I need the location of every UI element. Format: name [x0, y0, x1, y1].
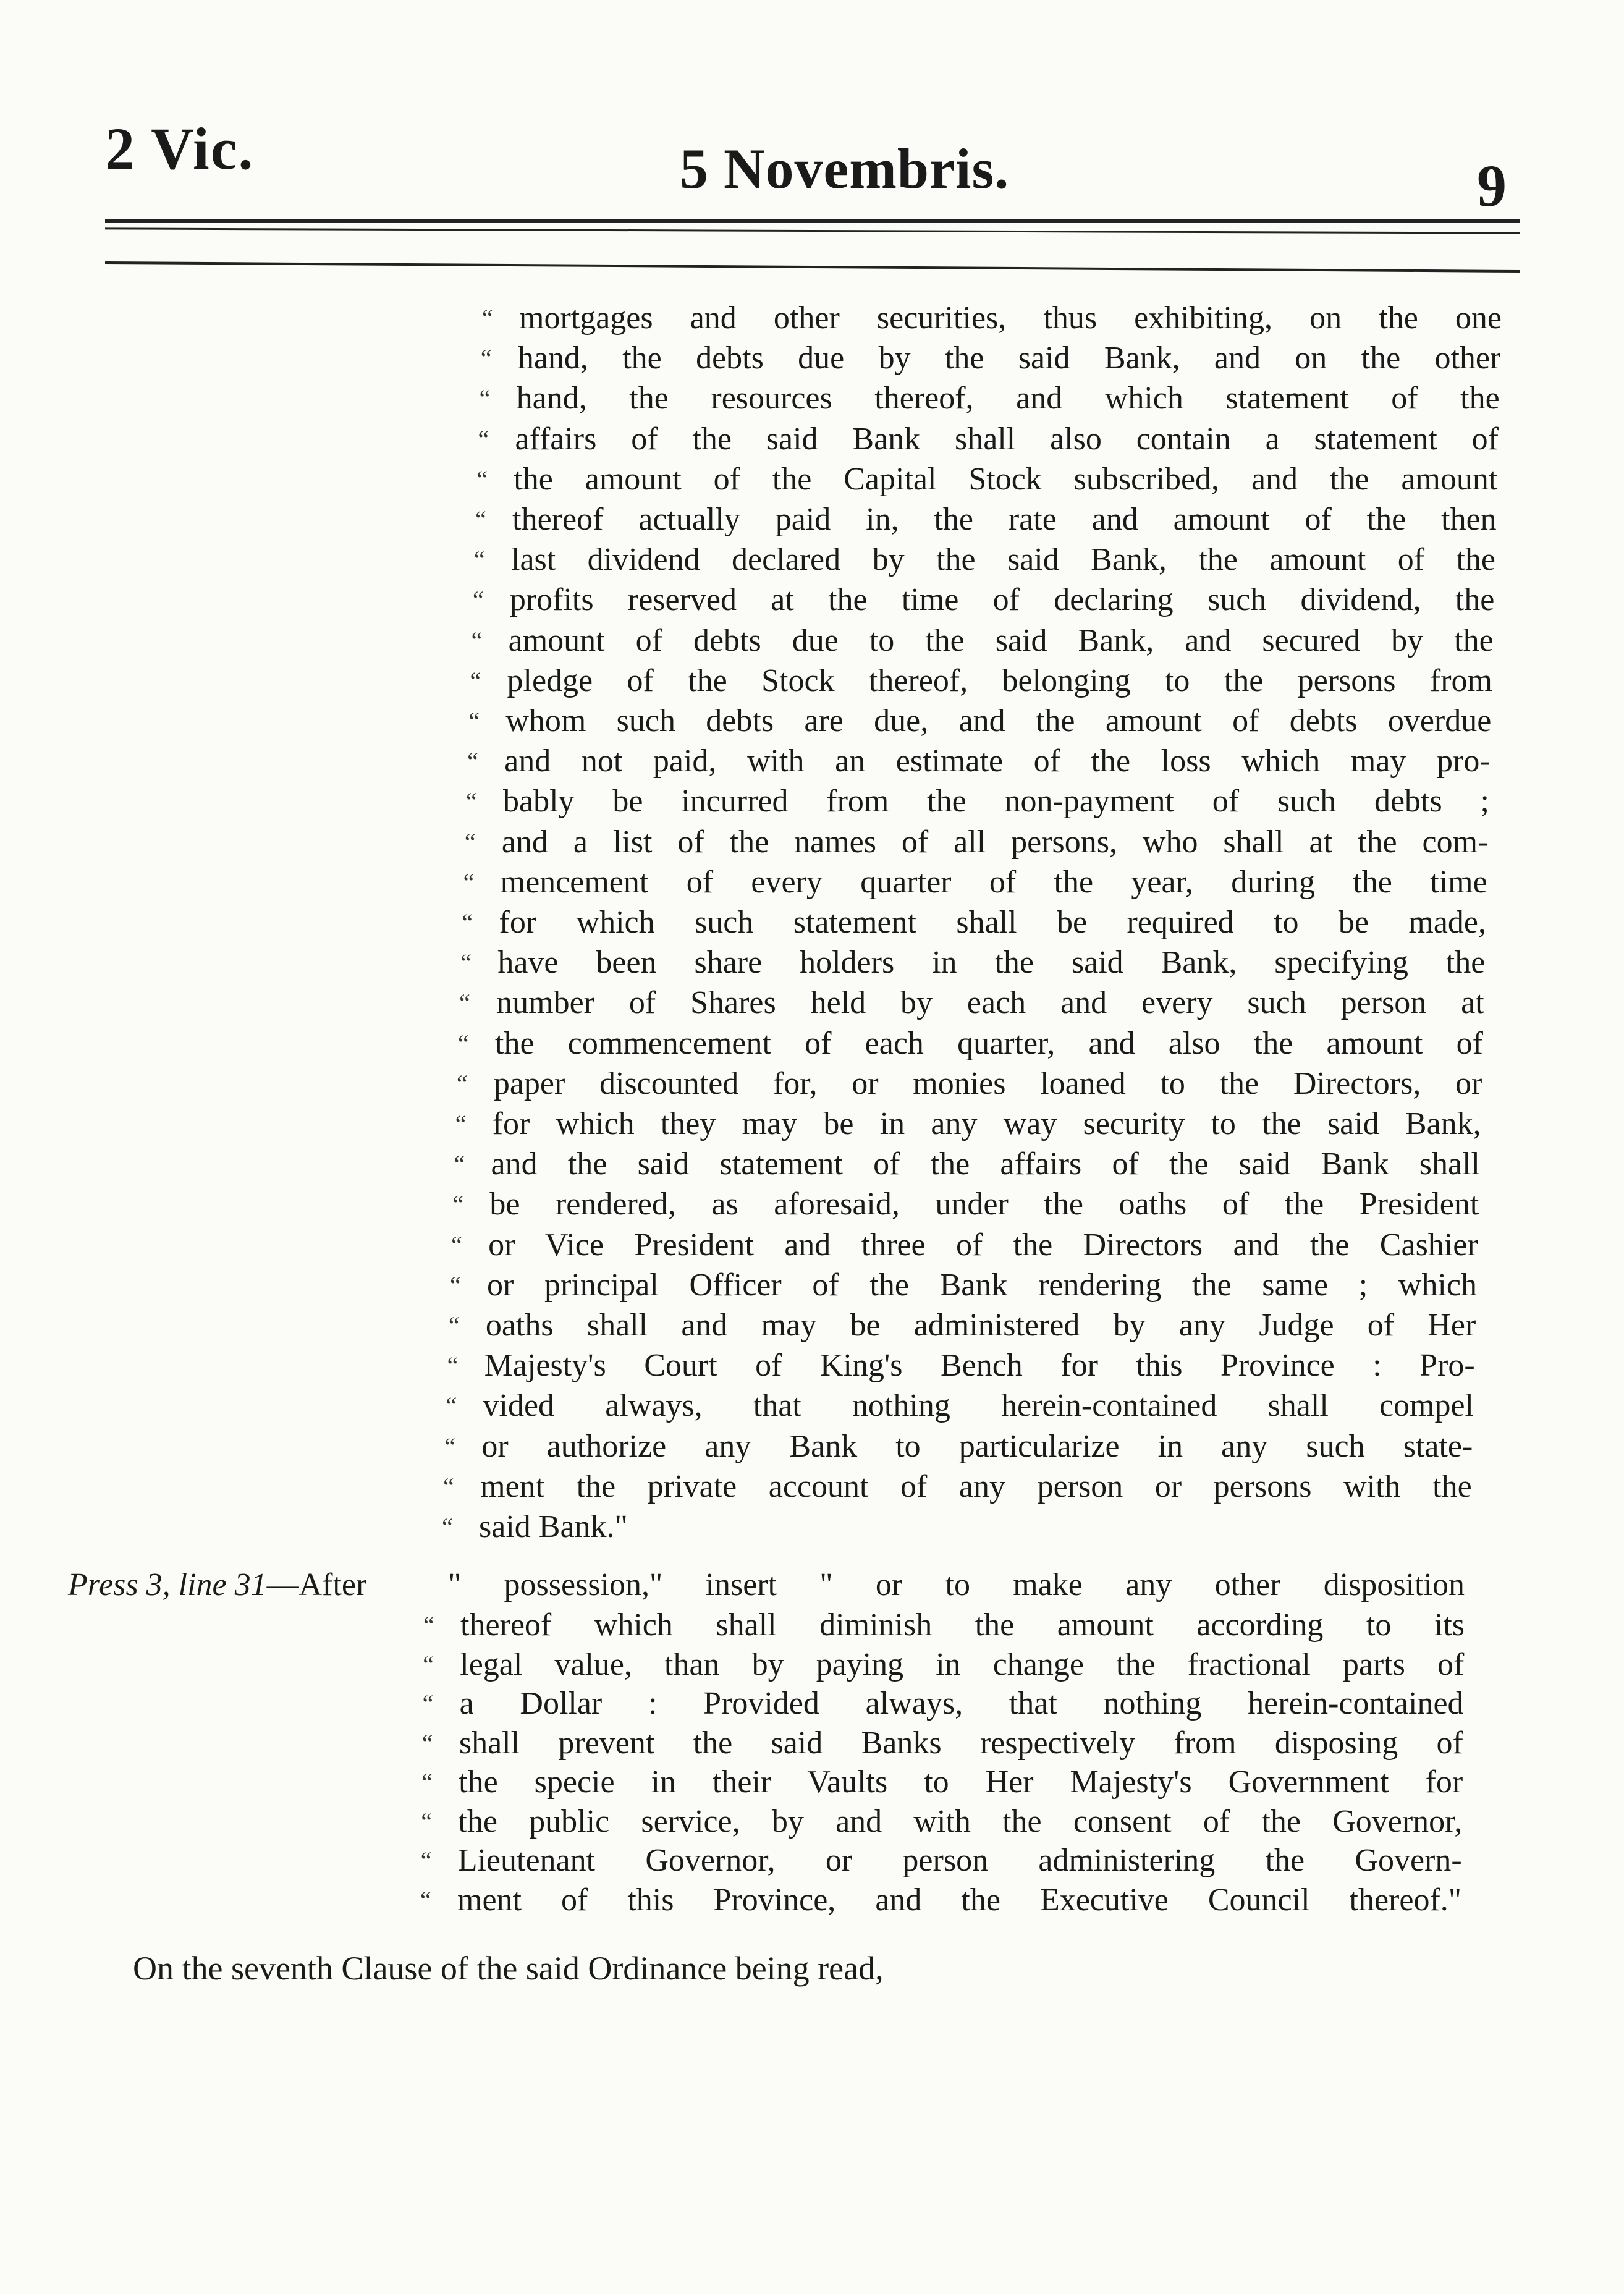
quote-mark: “: [470, 666, 481, 695]
text-line: or Vice President and three of the Directors and the Cashier: [488, 1227, 1478, 1263]
text-line: the amount of the Capital Stock subscribed, and the amount: [514, 461, 1498, 497]
quote-mark: “: [482, 304, 493, 332]
text-line: vided always, that nothing herein-contained shall compel: [483, 1388, 1474, 1424]
quote-mark: “: [450, 1271, 461, 1299]
text-line: thereof actually paid in, the rate and amount of the then: [512, 502, 1497, 537]
quote-mark: “: [422, 1690, 434, 1717]
quote-mark: “: [444, 1432, 456, 1460]
text-line: the specie in their Vaults to Her Majesty's Government for: [459, 1764, 1463, 1800]
text-line: have been share holders in the said Bank, specifying the: [497, 945, 1486, 981]
text-line: shall prevent the said Banks respectively from disposing of: [459, 1725, 1463, 1761]
margin-ref-label: Press 3, line 31: [68, 1567, 267, 1602]
closing-sentence: On the seventh Clause of the said Ordinance being read,: [133, 1950, 884, 1987]
quote-mark: “: [478, 425, 489, 453]
text-line: hand, the debts due by the said Bank, and on the other: [517, 341, 1501, 376]
quote-mark: “: [466, 787, 477, 816]
regnal-year: 2 Vic.: [105, 116, 255, 182]
text-line: number of Shares held by each and every such person at: [496, 985, 1484, 1021]
text-line: be rendered, as aforesaid, under the oaths of the President: [489, 1187, 1479, 1222]
quote-mark: “: [442, 1513, 453, 1541]
text-line: for which they may be in any way security to the said Bank,: [492, 1106, 1481, 1141]
quote-mark: “: [467, 747, 478, 776]
quote-mark: “: [451, 1230, 462, 1259]
text-line: and a list of the names of all persons, who shall at the com-: [501, 824, 1489, 860]
quote-mark: “: [480, 344, 492, 373]
text-line: for which such statement shall be required to be made,: [499, 905, 1486, 940]
running-date: 5 Novembris.: [680, 137, 1010, 200]
text-line: legal value, than by paying in change the fractional parts of: [460, 1646, 1465, 1682]
quote-mark: “: [476, 465, 488, 493]
text-line: ment the private account of any person or persons with the: [480, 1468, 1472, 1504]
quote-mark: “: [423, 1611, 434, 1639]
text-line: and not paid, with an estimate of the loss which may pro-: [504, 743, 1491, 779]
page-number: 9: [1477, 153, 1507, 219]
text-line: profits reserved at the time of declaring such dividend, the: [509, 582, 1495, 618]
text-line: Lieutenant Governor, or person administering the Govern-: [457, 1843, 1462, 1878]
quote-mark: “: [462, 908, 473, 936]
header-rule: [105, 219, 1520, 223]
quote-mark: “: [455, 1110, 467, 1138]
margin-ref-after: —After: [266, 1567, 367, 1602]
text-line: thereof which shall diminish the amount according to its: [460, 1607, 1465, 1643]
quote-mark: “: [475, 506, 486, 533]
quote-mark: “: [468, 707, 480, 735]
quote-mark: “: [479, 384, 491, 413]
quote-mark: “: [460, 949, 472, 977]
quote-mark: “: [463, 868, 475, 896]
quote-mark: “: [452, 1190, 464, 1219]
page-header: [0, 108, 1624, 219]
header-rule-lower: [105, 261, 1520, 273]
quote-mark: “: [421, 1768, 433, 1796]
quote-mark: “: [471, 626, 483, 654]
quote-mark: “: [421, 1729, 433, 1757]
quote-mark: “: [447, 1352, 459, 1380]
amendment-first-line: " possession," insert " or to make any other disposition: [448, 1567, 1465, 1602]
text-line: or principal Officer of the Bank rendering the same ; which: [487, 1267, 1477, 1303]
text-line: said Bank.": [479, 1509, 628, 1544]
text-line: the commencement of each quarter, and also the amount of: [495, 1025, 1483, 1061]
margin-reference: [68, 1567, 366, 1604]
text-line: hand, the resources thereof, and which statement of the: [516, 381, 1500, 417]
text-line: affairs of the said Bank shall also contain a statement of: [515, 421, 1499, 457]
text-line: and the said statement of the affairs of the said Bank shall: [491, 1146, 1480, 1182]
text-line: mencement of every quarter of the year, during the time: [500, 864, 1487, 900]
text-line: paper discounted for, or monies loaned to the Directors, or: [493, 1065, 1482, 1101]
quote-mark: “: [464, 827, 476, 856]
text-line: oaths shall and may be administered by any Judge of Her: [485, 1308, 1476, 1343]
quote-mark: “: [454, 1150, 465, 1179]
quote-mark: “: [420, 1886, 431, 1914]
quote-mark: “: [446, 1392, 457, 1420]
quote-mark: “: [459, 989, 470, 1017]
quote-mark: “: [448, 1311, 460, 1339]
quote-mark: “: [443, 1472, 454, 1500]
text-line: amount of debts due to the said Bank, and secured by the: [508, 622, 1494, 658]
text-line: Majesty's Court of King's Bench for this Province : Pro-: [484, 1348, 1475, 1384]
quote-mark: “: [421, 1807, 433, 1835]
text-line: mortgages and other securities, thus exhibiting, on the one: [519, 300, 1502, 336]
text-line: the public service, by and with the consent of the Governor,: [458, 1803, 1463, 1839]
quote-mark: “: [474, 546, 485, 574]
text-line: last dividend declared by the said Bank, the amount of the: [511, 542, 1495, 578]
text-line: ment of this Province, and the Executive Council thereof.": [457, 1882, 1461, 1918]
text-line: pledge of the Stock thereof, belonging to the persons from: [507, 662, 1492, 698]
text-line: bably be incurred from the non-payment of such debts ;: [503, 784, 1489, 819]
quote-mark: “: [420, 1847, 432, 1874]
text-line: whom such debts are due, and the amount of debts overdue: [505, 703, 1492, 739]
text-line: or authorize any Bank to particularize in any such state-: [481, 1428, 1473, 1464]
quote-mark: “: [458, 1029, 469, 1057]
quote-mark: “: [472, 586, 484, 614]
text-line: a Dollar : Provided always, that nothing herein-contained: [459, 1686, 1464, 1721]
quote-mark: “: [456, 1069, 468, 1098]
quote-mark: “: [423, 1650, 434, 1678]
header-rule-thin: [105, 227, 1520, 234]
